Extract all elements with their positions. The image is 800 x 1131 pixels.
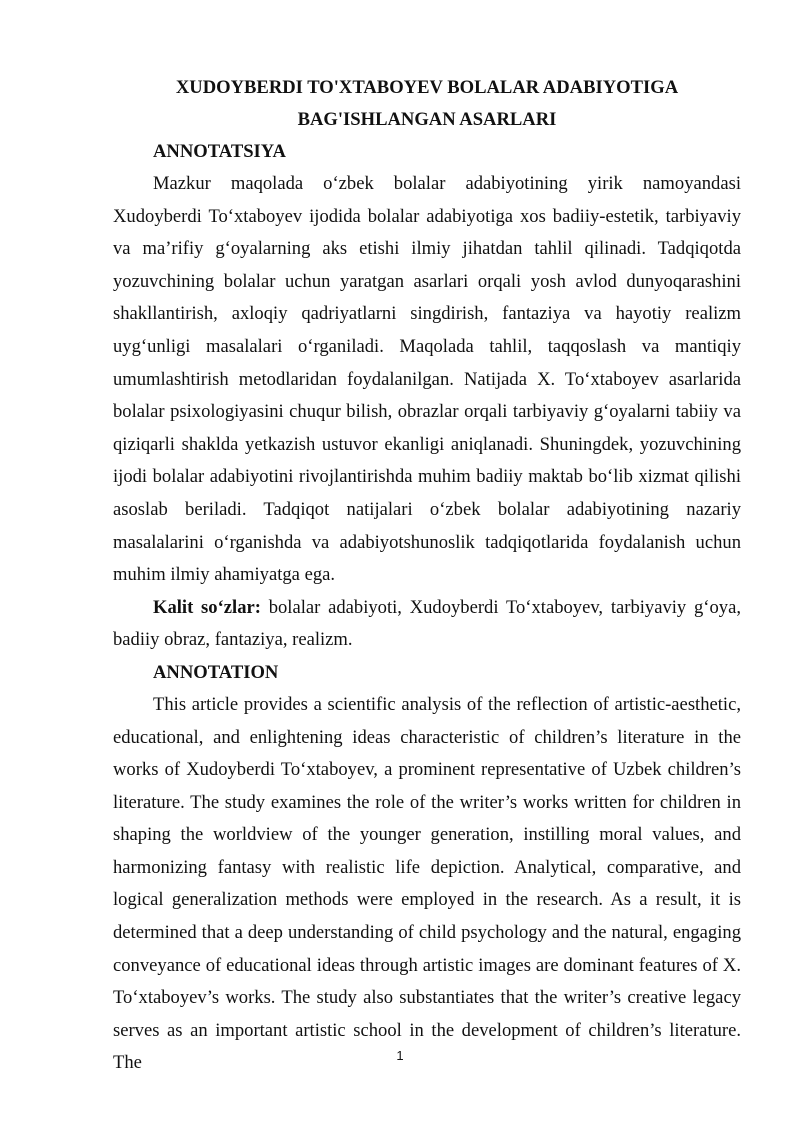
keywords-label: Kalit so‘zlar:: [153, 596, 261, 618]
document-title-line-1: XUDOYBERDI TO'XTABOYEV BOLALAR ADABIYOTIGA: [175, 77, 679, 98]
document-title-line-2: BAG'ISHLANGAN ASARLARI: [297, 109, 557, 130]
annotatsiya-paragraph: Mazkur maqolada o‘zbek bolalar adabiyotining yirik namoyandasi Xudoyberdi To‘xtaboyev ijodida bolalar adabiyotiga xos badiiy-estetik, tarbiyaviy va ma’rifiy g‘oyalarning aks etishi ilmiy jihatdan tahlil qilinadi. Tadqiqotda yozuvchining bolalar uchun yaratgan asarlari orqali yosh avlod dunyoqarashini shakllantirish, axloqiy qadriyatlarni singdirish, fantaziya va hayotiy realizm uyg‘unligi masalalari o‘rganiladi. Maqolada tahlil, taqqoslash va mantiqiy umumlashtirish metodlaridan foydalanilgan. Natijada X. To‘xtaboyev asarlarida bolalar psixologiyasini chuqur bilish, obrazlar orqali tarbiyaviy g‘oyalarni tabiiy va qiziqarli shaklda yetkazish ustuvor ekanligi aniqlanadi. Shuningdek, yozuvchining ijodi bolalar adabiyotini rivojlantirishda muhim badiiy maktab bo‘lib xizmat qilishi asoslab beriladi. Tadqiqot natijalari o‘zbek bolalar adabiyotining nazariy masalalarini o‘rganishda va adabiyotshunoslik tadqiqotlarida foydalanish uchun muhim ilmiy ahamiyatga ega.: [113, 173, 741, 586]
page-number: 1: [396, 1048, 404, 1063]
keywords-paragraph: [113, 592, 741, 657]
keywords-list: bolalar adabiyoti, Xudoyberdi To‘xtaboyev, tarbiyaviy g‘oya, badiiy obraz, fantaziya, realizm.: [113, 596, 741, 651]
annotation-heading: ANNOTATION: [153, 661, 279, 683]
annotation-paragraph: This article provides a scientific analysis of the reflection of artistic-aesthetic, educational, and enlightening ideas characteristic of children’s literature in the works of Xudoyberdi To‘xtaboyev, a prominent representative of Uzbek children’s literature. The study examines the role of the writer’s works written for children in shaping the worldview of the younger generation, instilling moral values, and harmonizing fantasy with realistic life depiction. Analytical, comparative, and logical generalization methods were employed in the research. As a result, it is determined that a deep understanding of child psychology and the natural, engaging conveyance of educational ideas through artistic images are dominant features of X. To‘xtaboyev’s works. The study also substantiates that the writer’s creative legacy serves as an important artistic school in the development of children’s literature. The: [113, 693, 741, 1074]
document-page: [113, 72, 741, 1080]
annotatsiya-heading: ANNOTATSIYA: [153, 141, 286, 162]
